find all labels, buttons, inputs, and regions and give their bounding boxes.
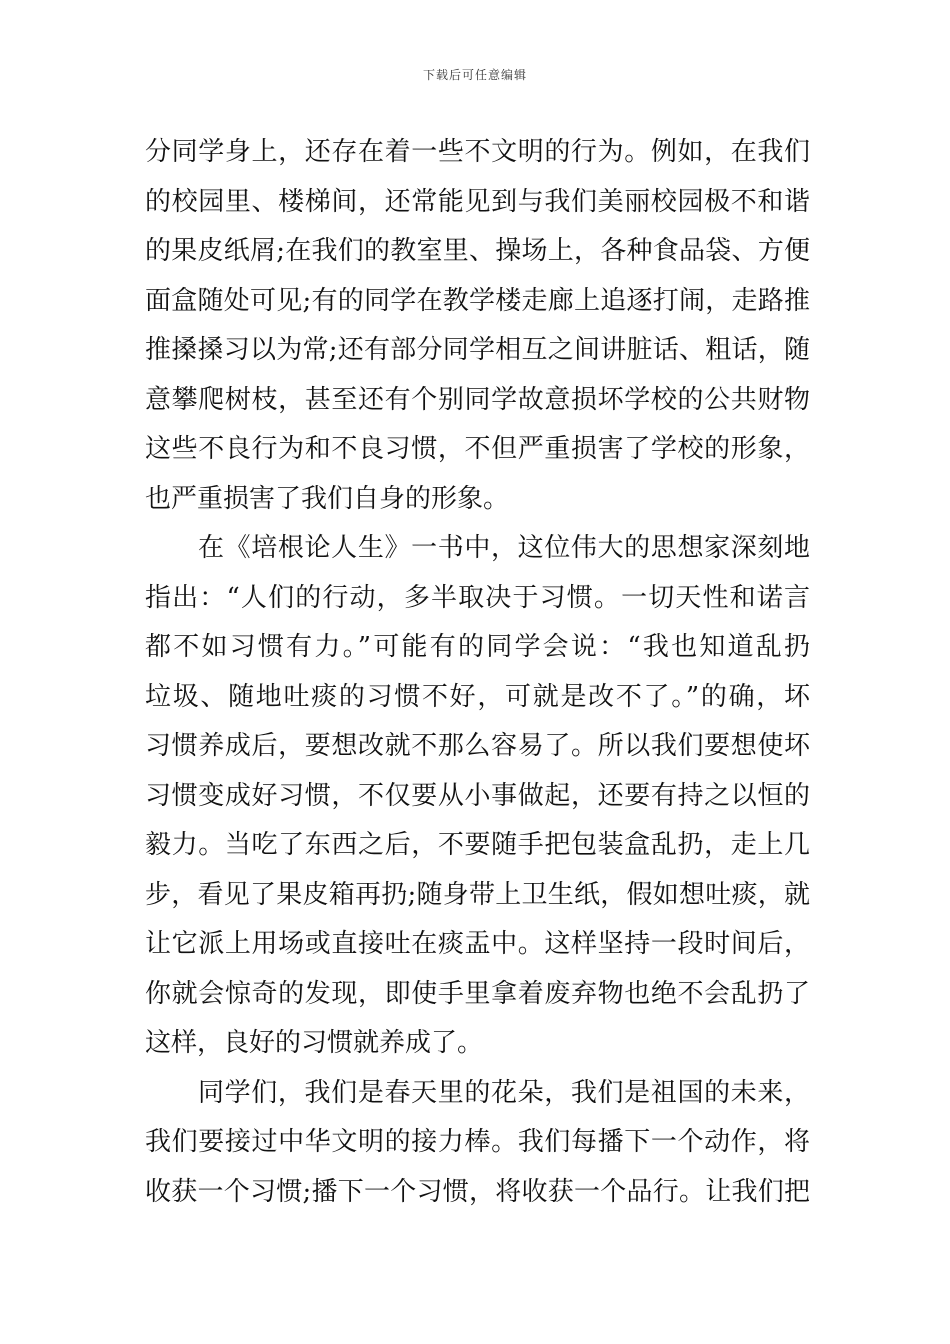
text-line: 垃圾、随地吐痰的习惯不好，可就是改不了。”的确，坏 (145, 681, 810, 712)
text-line: 习惯养成后，要想改就不那么容易了。所以我们要想使坏 (145, 731, 810, 761)
text-line: 这样，良好的习惯就养成了。 (145, 1028, 484, 1058)
text-line: 同学们，我们是春天里的花朵，我们是祖国的未来， (198, 1077, 810, 1108)
text-line: 分同学身上，还存在着一些不文明的行为。例如，在我们 (145, 137, 810, 167)
text-line: 步，看见了果皮箱再扔;随身带上卫生纸，假如想吐痰，就 (145, 879, 810, 910)
text-line: 习惯变成好习惯，不仅要从小事做起，还要有持之以恒的 (145, 780, 810, 811)
text-line: 面盒随处可见;有的同学在教学楼走廊上追逐打闹，走路推 (145, 285, 810, 316)
text-line: 指出：“人们的行动，多半取决于习惯。一切天性和诺言 (145, 582, 810, 613)
text-line: 毅力。当吃了东西之后，不要随手把包装盒乱扔，走上几 (145, 830, 810, 860)
text-line: 让它派上用场或直接吐在痰盂中。这样坚持一段时间后， (145, 929, 810, 959)
text-line: 也严重损害了我们自身的形象。 (145, 483, 510, 514)
text-line: 你就会惊奇的发现，即使手里拿着废弃物也绝不会乱扔了 (145, 978, 810, 1009)
text-line: 我们要接过中华文明的接力棒。我们每播下一个动作，将 (145, 1127, 810, 1157)
header-note: 下载后可任意编辑 (422, 68, 527, 82)
text-line: 这些不良行为和不良习惯，不但严重损害了学校的形象， (145, 434, 810, 464)
text-line: 意攀爬树枝，甚至还有个别同学故意损坏学校的公共财物 (145, 384, 810, 415)
text-line: 的校园里、楼梯间，还常能见到与我们美丽校园极不和谐 (145, 186, 810, 217)
text-line: 的果皮纸屑;在我们的教室里、操场上，各种食品袋、方便 (145, 236, 810, 266)
text-line: 在《培根论人生》一书中，这位伟大的思想家深刻地 (198, 533, 810, 563)
text-line: 都不如习惯有力。”可能有的同学会说：“我也知道乱扔 (145, 632, 810, 662)
text-line: 推搡搡习以为常;还有部分同学相互之间讲脏话、粗话，随 (145, 335, 810, 365)
text-line: 收获一个习惯;播下一个习惯，将收获一个品行。让我们把 (145, 1176, 810, 1207)
body-text (145, 128, 810, 1217)
